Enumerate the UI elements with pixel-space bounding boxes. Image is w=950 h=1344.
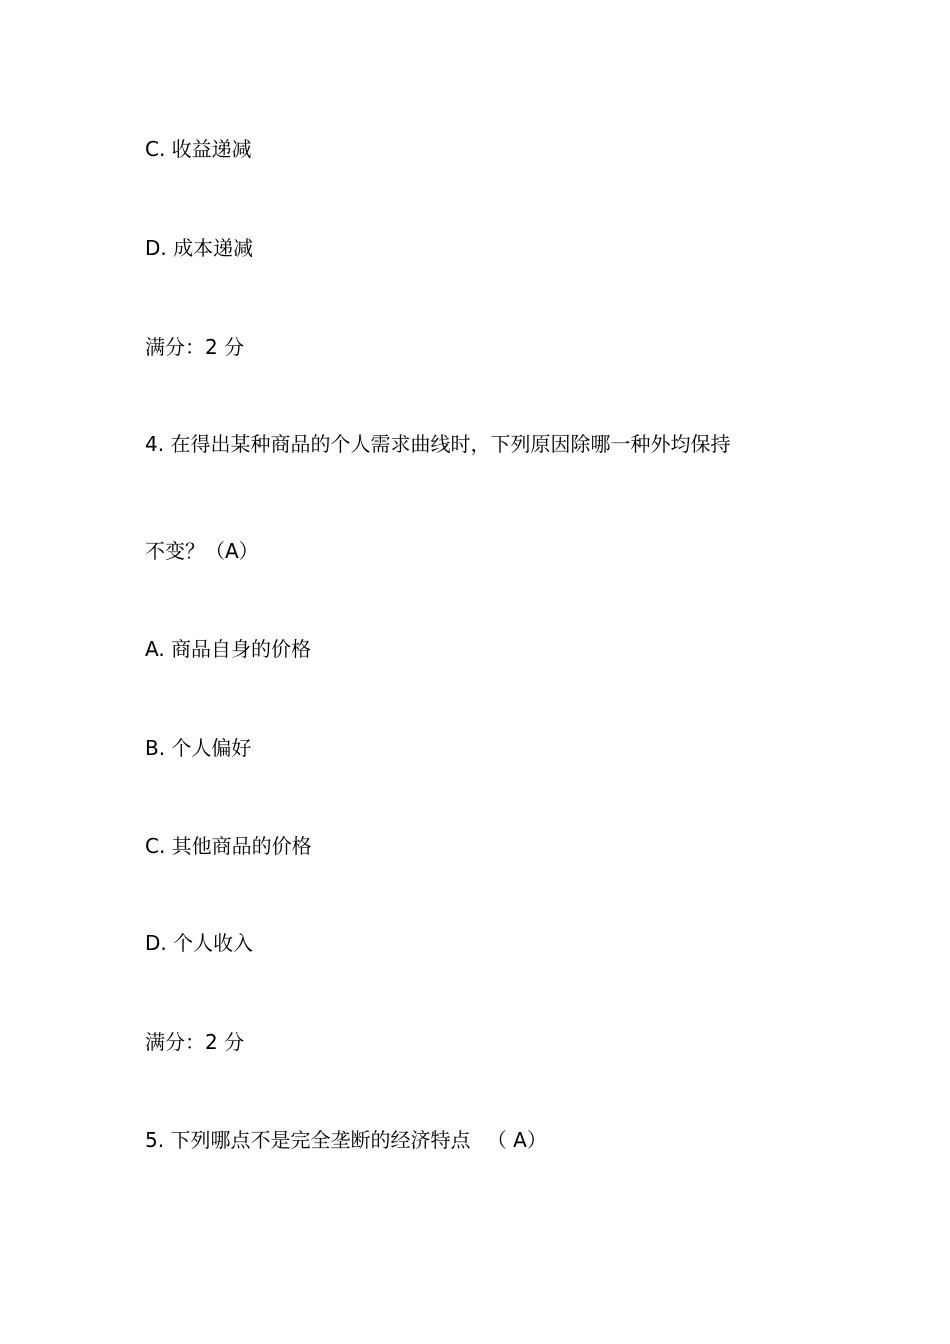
option-c-diminishing-returns: C. 收益递减 bbox=[145, 137, 252, 161]
question-5: 5. 下列哪点不是完全垄断的经济特点 （ A） bbox=[145, 1128, 547, 1152]
question-4-line-2: 不变？（A） bbox=[145, 539, 259, 563]
option-a-own-price: A. 商品自身的价格 bbox=[145, 637, 312, 661]
option-d-income: D. 个人收入 bbox=[145, 931, 254, 955]
option-c-other-prices: C. 其他商品的价格 bbox=[145, 834, 312, 858]
option-b-preference: B. 个人偏好 bbox=[145, 736, 252, 760]
question-4-line-1: 4. 在得出某种商品的个人需求曲线时，下列原因除哪一种外均保持 bbox=[145, 432, 731, 456]
option-d-decreasing-cost: D. 成本递减 bbox=[145, 236, 254, 260]
score-label: 满分：2 分 bbox=[145, 1030, 245, 1054]
score-label: 满分：2 分 bbox=[145, 335, 245, 359]
